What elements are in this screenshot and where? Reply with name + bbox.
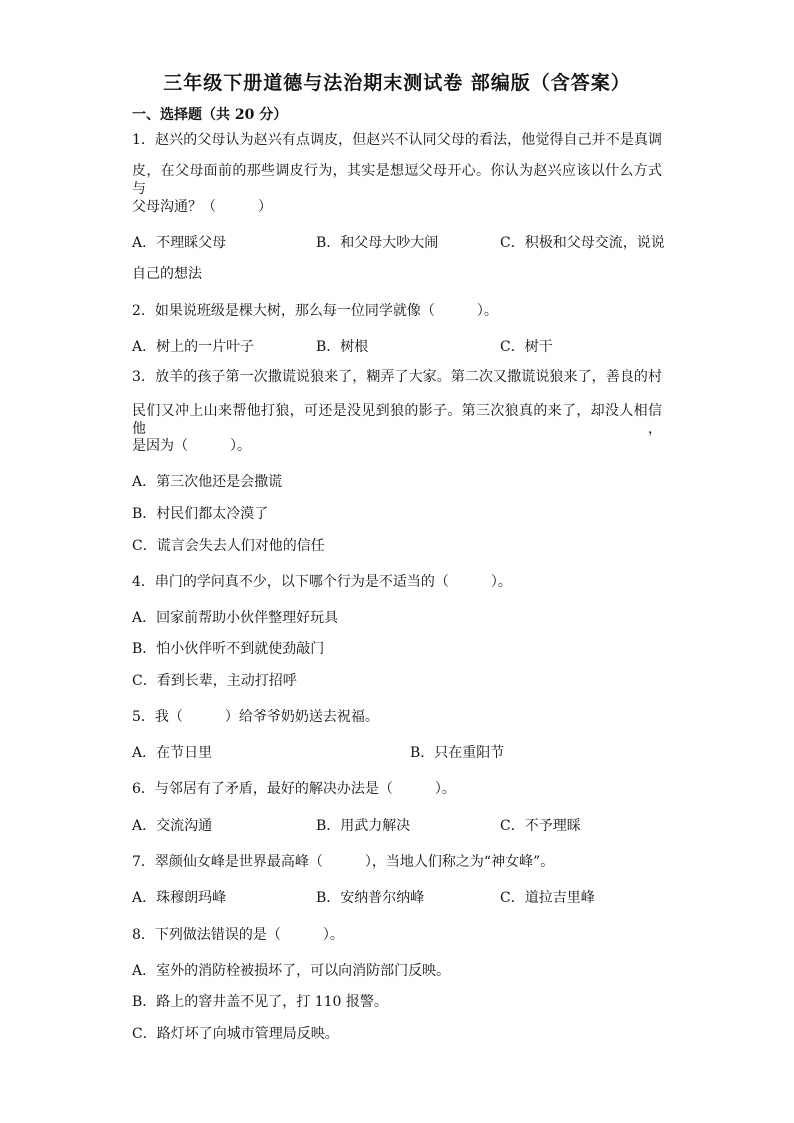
question-5-stem: 5．我（ ）给爷爷奶奶送去祝福。 (132, 709, 379, 725)
question-2-stem: 2．如果说班级是棵大树，那么每一位同学就像（ ）。 (132, 303, 498, 319)
question-7-option-a: A．珠穆朗玛峰 (132, 890, 227, 906)
question-6-option-b: B．用武力解决 (316, 818, 411, 834)
question-3-option-b: B．村民们都太冷漠了 (132, 506, 269, 522)
question-1-option-a: A．不理睬父母 (132, 235, 227, 251)
question-8-option-b: B．路上的窨井盖不见了，打 110 报警。 (132, 994, 388, 1010)
question-4-option-a: A．回家前帮助小伙伴整理好玩具 (132, 610, 339, 626)
question-7-option-b: B．安纳普尔纳峰 (316, 890, 425, 906)
question-7-stem: 7．翠颜仙女峰是世界最高峰（ ），当地人们称之为“神女峰”。 (132, 854, 555, 870)
question-8-option-c: C．路灯坏了向城市管理局反映。 (132, 1026, 339, 1042)
question-5-option-b: B．只在重阳节 (410, 745, 505, 761)
question-1-line-1: 1．赵兴的父母认为赵兴有点调皮，但赵兴不认同父母的看法，他觉得自己并不是真调 (132, 132, 662, 148)
question-3-line-1: 3．放羊的孩子第一次撒谎说狼来了，糊弄了大家。第二次又撒谎说狼来了，善良的村 (132, 369, 662, 385)
question-4-option-c: C．看到长辈，主动打招呼 (132, 673, 297, 689)
question-1-line-3: 父母沟通？（ ） (132, 199, 272, 215)
question-6-option-a: A．交流沟通 (132, 818, 213, 834)
question-4-stem: 4．串门的学问真不少，以下哪个行为是不适当的（ ）。 (132, 574, 512, 590)
question-1-option-b: B．和父母大吵大闹 (316, 235, 439, 251)
question-1-option-c: C．积极和父母交流，说说 (500, 235, 665, 251)
question-1-line-2: 皮，在父母面前的那些调皮行为，其实是想逗父母开心。你认为赵兴应该以什么方式与 (132, 163, 662, 197)
document-title: 三年级下册道德与法治期末测试卷 部编版（含答案） (163, 72, 631, 94)
question-8-stem: 8．下列做法错误的是（ ）。 (132, 927, 344, 943)
question-4-option-b: B．怕小伙伴听不到就使劲敲门 (132, 641, 325, 657)
question-2-option-a: A．树上的一片叶子 (132, 339, 255, 355)
question-3-line-3: 是因为（ ）。 (132, 438, 251, 454)
question-2-option-c: C．树干 (500, 339, 553, 355)
question-1-option-c-cont: 自己的想法 (132, 266, 202, 282)
question-2-option-b: B．树根 (316, 339, 369, 355)
question-3-line-2: 民们又冲上山来帮他打狼，可还是没见到狼的影子。第三次狼真的来了，却没人相信他， (132, 403, 662, 437)
question-6-option-c: C．不予理睬 (500, 818, 581, 834)
question-6-stem: 6．与邻居有了矛盾，最好的解决办法是（ ）。 (132, 781, 456, 797)
question-5-option-a: A．在节日里 (132, 745, 213, 761)
section-heading: 一、选择题（共 20 分） (132, 107, 288, 123)
question-3-option-a: A．第三次他还是会撒谎 (132, 474, 283, 490)
question-7-option-c: C．道拉吉里峰 (500, 890, 595, 906)
question-3-option-c: C．谎言会失去人们对他的信任 (132, 538, 325, 554)
question-8-option-a: A．室外的消防栓被损坏了，可以向消防部门反映。 (132, 963, 451, 979)
